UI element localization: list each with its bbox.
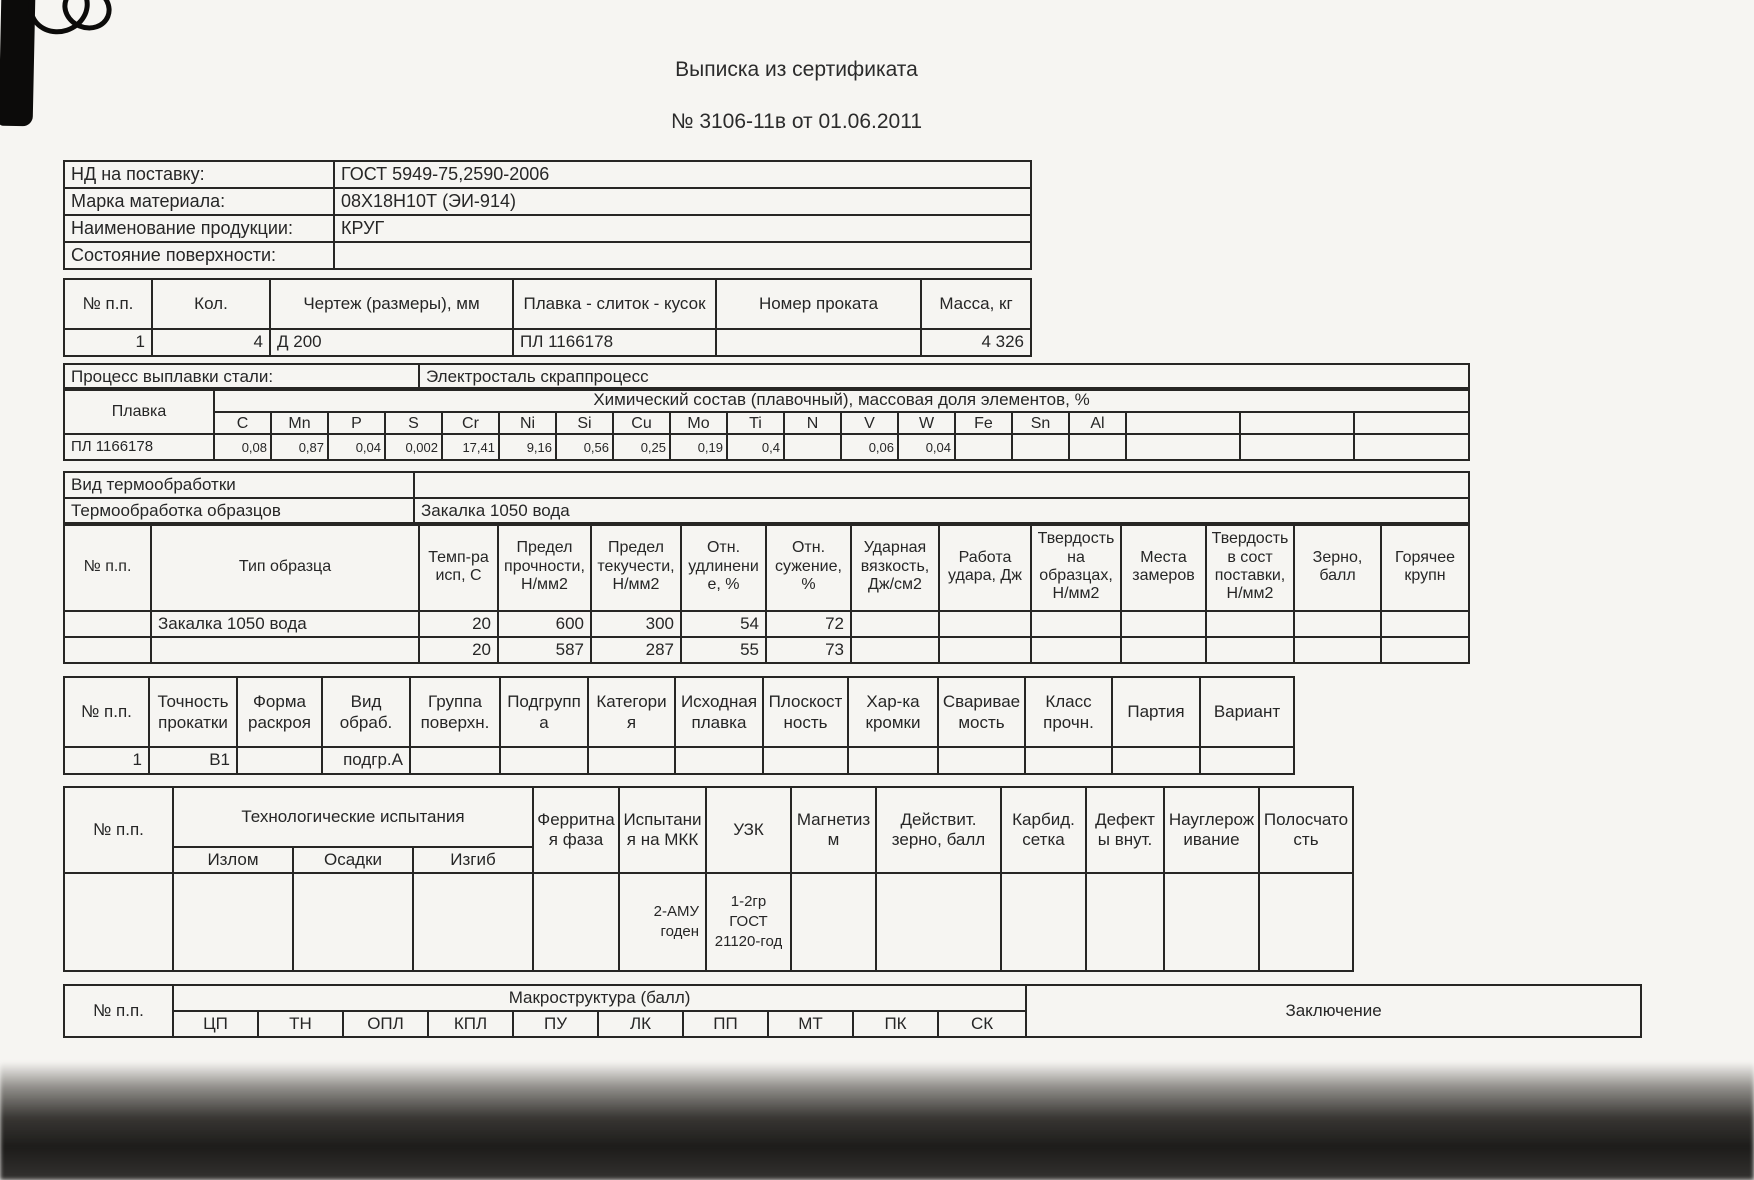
roll-processing-kind: подгр.А bbox=[322, 747, 410, 774]
empty-cell bbox=[293, 873, 413, 971]
macro-col-header: ЛК bbox=[598, 1011, 683, 1037]
product-drawing: Д 200 bbox=[270, 329, 513, 356]
empty-cell bbox=[876, 873, 1001, 971]
empty-cell bbox=[1206, 637, 1294, 663]
info-value: КРУГ bbox=[334, 215, 1031, 242]
mech-header: Ударная вязкость, Дж/см2 bbox=[851, 523, 939, 611]
chem-table bbox=[63, 387, 1470, 461]
chem-value: 0,04 bbox=[328, 434, 385, 460]
tech-header: Дефекты внут. bbox=[1086, 787, 1164, 873]
chem-element-header: Mo bbox=[670, 412, 727, 434]
tech-header: Магнетизм bbox=[791, 787, 876, 873]
empty-cell bbox=[64, 873, 173, 971]
mech-header: Работа удара, Дж bbox=[939, 523, 1031, 611]
empty-cell bbox=[533, 873, 619, 971]
tech-header: УЗК bbox=[706, 787, 791, 873]
empty-cell bbox=[1294, 637, 1381, 663]
empty-cell bbox=[588, 747, 675, 774]
empty-cell bbox=[1031, 611, 1121, 637]
certificate-number: № 3106-11в от 01.06.2011 bbox=[670, 110, 923, 133]
mech-header: № п.п. bbox=[64, 523, 151, 611]
roll-header: Хар-ка кромки bbox=[848, 677, 938, 747]
empty-cell bbox=[1354, 412, 1469, 434]
roll-accuracy: В1 bbox=[149, 747, 237, 774]
roll-header: Подгруппа bbox=[500, 677, 588, 747]
empty-cell bbox=[938, 747, 1025, 774]
info-value: 08Х18Н10Т (ЭИ-914) bbox=[334, 188, 1031, 215]
macro-col-header: СК bbox=[938, 1011, 1026, 1037]
tech-subheader: Излом bbox=[173, 847, 293, 873]
info-label: Состояние поверхности: bbox=[64, 242, 334, 269]
mech-header: Предел прочности, Н/мм2 bbox=[498, 523, 591, 611]
chem-value: 0,4 bbox=[727, 434, 784, 460]
mech-header: Твердость в сост поставки, Н/мм2 bbox=[1206, 523, 1294, 611]
chem-element-header: C bbox=[214, 412, 271, 434]
empty-cell bbox=[413, 873, 533, 971]
chem-value bbox=[784, 434, 841, 460]
macro-conclusion-header: Заключение bbox=[1026, 985, 1641, 1037]
mech-header: Темп-ра исп, С bbox=[419, 523, 498, 611]
rolling-table bbox=[63, 676, 1295, 775]
chem-element-header: Ni bbox=[499, 412, 556, 434]
empty-cell bbox=[1206, 611, 1294, 637]
mech-header: Зерно, балл bbox=[1294, 523, 1381, 611]
mech-header: Твердость на образцах, Н/мм2 bbox=[1031, 523, 1121, 611]
empty-cell bbox=[1031, 637, 1121, 663]
chem-value: 0,06 bbox=[841, 434, 898, 460]
empty-cell bbox=[1259, 873, 1353, 971]
empty-cell bbox=[1200, 747, 1294, 774]
empty-cell bbox=[1112, 747, 1200, 774]
mech-strength: 600 bbox=[498, 611, 591, 637]
tech-subheader: Изгиб bbox=[413, 847, 533, 873]
info-value bbox=[334, 242, 1031, 269]
empty-cell bbox=[851, 637, 939, 663]
empty-cell bbox=[1121, 637, 1206, 663]
chem-value: 0,56 bbox=[556, 434, 613, 460]
chem-value: 0,04 bbox=[898, 434, 955, 460]
mech-temp: 20 bbox=[419, 637, 498, 663]
roll-header: Категория bbox=[588, 677, 675, 747]
mech-strength: 587 bbox=[498, 637, 591, 663]
chem-melt-column-header: Плавка bbox=[64, 388, 214, 434]
macro-header-npp: № п.п. bbox=[64, 985, 173, 1037]
product-header-drawing: Чертеж (размеры), мм bbox=[270, 279, 513, 329]
roll-header: № п.п. bbox=[64, 677, 149, 747]
scan-artifact-bottom-shadow bbox=[0, 1062, 1754, 1180]
chem-element-header: Al bbox=[1069, 412, 1126, 434]
roll-header: Исходная плавка bbox=[675, 677, 763, 747]
chem-value: 0,25 bbox=[613, 434, 670, 460]
melting-process-label: Процесс выплавки стали: bbox=[64, 364, 419, 390]
tech-tests-table bbox=[63, 786, 1354, 972]
roll-header: Партия bbox=[1112, 677, 1200, 747]
chem-melt-id: ПЛ 1166178 bbox=[64, 434, 214, 460]
info-table bbox=[63, 160, 1032, 270]
mech-elongation: 54 bbox=[681, 611, 766, 637]
chem-value: 0,87 bbox=[271, 434, 328, 460]
empty-cell bbox=[1240, 434, 1354, 460]
product-header-npp: № п.п. bbox=[64, 279, 152, 329]
heat-samples-label: Термообработка образцов bbox=[64, 498, 414, 525]
tech-header: Действит. зерно, балл bbox=[876, 787, 1001, 873]
tech-uzk-result: 1-2гр ГОСТ 21120-год bbox=[706, 873, 791, 971]
product-header-mass: Масса, кг bbox=[921, 279, 1031, 329]
mech-header: Отн. удлинение, % bbox=[681, 523, 766, 611]
empty-cell bbox=[1240, 412, 1354, 434]
empty-cell bbox=[1126, 412, 1240, 434]
roll-header: Вариант bbox=[1200, 677, 1294, 747]
chem-value: 0,19 bbox=[670, 434, 727, 460]
macro-col-header: МТ bbox=[768, 1011, 853, 1037]
roll-header: Плоскостность bbox=[763, 677, 848, 747]
chem-value: 17,41 bbox=[442, 434, 499, 460]
chem-element-header: Cu bbox=[613, 412, 670, 434]
empty-cell bbox=[939, 611, 1031, 637]
macro-col-header: ПК bbox=[853, 1011, 938, 1037]
chem-section-title: Химический состав (плавочный), массовая доля элементов, % bbox=[214, 388, 1469, 412]
chem-element-header: Sn bbox=[1012, 412, 1069, 434]
roll-header: Точность прокатки bbox=[149, 677, 237, 747]
macro-col-header: КПЛ bbox=[428, 1011, 513, 1037]
chem-element-header: S bbox=[385, 412, 442, 434]
mech-temp: 20 bbox=[419, 611, 498, 637]
empty-cell bbox=[763, 747, 848, 774]
tech-header: Карбид. сетка bbox=[1001, 787, 1086, 873]
chem-element-header: P bbox=[328, 412, 385, 434]
mech-elongation: 55 bbox=[681, 637, 766, 663]
empty-cell bbox=[851, 611, 939, 637]
info-label: Марка материала: bbox=[64, 188, 334, 215]
macro-group-header: Макроструктура (балл) bbox=[173, 985, 1026, 1011]
empty-cell bbox=[64, 637, 151, 663]
mech-header: Отн. сужение, % bbox=[766, 523, 851, 611]
tech-header: Науглероживание bbox=[1164, 787, 1259, 873]
roll-header: Свариваемость bbox=[938, 677, 1025, 747]
empty-cell bbox=[1354, 434, 1469, 460]
empty-cell bbox=[675, 747, 763, 774]
chem-element-header: Mn bbox=[271, 412, 328, 434]
chem-element-header: W bbox=[898, 412, 955, 434]
info-label: НД на поставку: bbox=[64, 161, 334, 188]
product-roll-number bbox=[716, 329, 921, 356]
tech-group-header: Технологические испытания bbox=[173, 787, 533, 847]
roll-header: Группа поверхн. bbox=[410, 677, 500, 747]
mech-header: Тип образца bbox=[151, 523, 419, 611]
empty-cell bbox=[237, 747, 322, 774]
empty-cell bbox=[848, 747, 938, 774]
chem-value: 9,16 bbox=[499, 434, 556, 460]
mech-header: Места замеров bbox=[1121, 523, 1206, 611]
product-mass: 4 326 bbox=[921, 329, 1031, 356]
macro-col-header: ПП bbox=[683, 1011, 768, 1037]
chem-value: 0,08 bbox=[214, 434, 271, 460]
heat-type-value bbox=[414, 472, 1469, 498]
macro-col-header: ОПЛ bbox=[343, 1011, 428, 1037]
roll-header: Форма раскроя bbox=[237, 677, 322, 747]
page-title: Выписка из сертификата bbox=[675, 58, 918, 81]
mech-sample-type bbox=[151, 637, 419, 663]
product-header-melt-ingot: Плавка - слиток - кусок bbox=[513, 279, 716, 329]
tech-header: Полосчатость bbox=[1259, 787, 1353, 873]
empty-cell bbox=[173, 873, 293, 971]
empty-cell bbox=[1381, 611, 1469, 637]
macro-col-header: ТН bbox=[258, 1011, 343, 1037]
info-value: ГОСТ 5949-75,2590-2006 bbox=[334, 161, 1031, 188]
chem-element-header: Cr bbox=[442, 412, 499, 434]
empty-cell bbox=[1025, 747, 1112, 774]
mech-contraction: 73 bbox=[766, 637, 851, 663]
heat-treatment-info-table bbox=[63, 471, 1470, 526]
product-header-qty: Кол. bbox=[152, 279, 270, 329]
empty-cell bbox=[1121, 611, 1206, 637]
heat-samples-value: Закалка 1050 вода bbox=[414, 498, 1469, 525]
roll-header: Класс прочн. bbox=[1025, 677, 1112, 747]
empty-cell bbox=[500, 747, 588, 774]
chem-value bbox=[955, 434, 1012, 460]
tech-header: Ферритная фаза bbox=[533, 787, 619, 873]
mech-sample-type: Закалка 1050 вода bbox=[151, 611, 419, 637]
product-table bbox=[63, 278, 1032, 357]
empty-cell bbox=[1001, 873, 1086, 971]
tech-header: Испытания на МКК bbox=[619, 787, 706, 873]
mech-yield: 287 bbox=[591, 637, 681, 663]
macro-col-header: ЦП bbox=[173, 1011, 258, 1037]
roll-npp: 1 bbox=[64, 747, 149, 774]
empty-cell bbox=[1126, 434, 1240, 460]
product-npp: 1 bbox=[64, 329, 152, 356]
empty-cell bbox=[791, 873, 876, 971]
empty-cell bbox=[64, 611, 151, 637]
empty-cell bbox=[1164, 873, 1259, 971]
roll-header: Вид обраб. bbox=[322, 677, 410, 747]
info-label: Наименование продукции: bbox=[64, 215, 334, 242]
mech-contraction: 72 bbox=[766, 611, 851, 637]
chem-value bbox=[1012, 434, 1069, 460]
product-qty: 4 bbox=[152, 329, 270, 356]
empty-cell bbox=[1381, 637, 1469, 663]
chem-value bbox=[1069, 434, 1126, 460]
chem-element-header: Fe bbox=[955, 412, 1012, 434]
tech-header-npp: № п.п. bbox=[64, 787, 173, 873]
product-header-roll-number: Номер проката bbox=[716, 279, 921, 329]
melting-process-value: Электросталь скраппроцесс bbox=[419, 364, 1469, 390]
mech-yield: 300 bbox=[591, 611, 681, 637]
chem-element-header: Si bbox=[556, 412, 613, 434]
mechanical-properties-table bbox=[63, 522, 1470, 664]
chem-element-header: Ti bbox=[727, 412, 784, 434]
empty-cell bbox=[939, 637, 1031, 663]
empty-cell bbox=[1294, 611, 1381, 637]
product-melt-ingot: ПЛ 1166178 bbox=[513, 329, 716, 356]
chem-element-header: N bbox=[784, 412, 841, 434]
tech-subheader: Осадки bbox=[293, 847, 413, 873]
tech-mkk-result: 2-АМУ годен bbox=[619, 873, 706, 971]
empty-cell bbox=[1086, 873, 1164, 971]
chem-value: 0,002 bbox=[385, 434, 442, 460]
chem-element-header: V bbox=[841, 412, 898, 434]
macro-col-header: ПУ bbox=[513, 1011, 598, 1037]
mech-header: Горячее крупн bbox=[1381, 523, 1469, 611]
mech-header: Предел текучести, Н/мм2 bbox=[591, 523, 681, 611]
heat-type-label: Вид термообработки bbox=[64, 472, 414, 498]
empty-cell bbox=[410, 747, 500, 774]
macrostructure-table bbox=[63, 984, 1642, 1038]
